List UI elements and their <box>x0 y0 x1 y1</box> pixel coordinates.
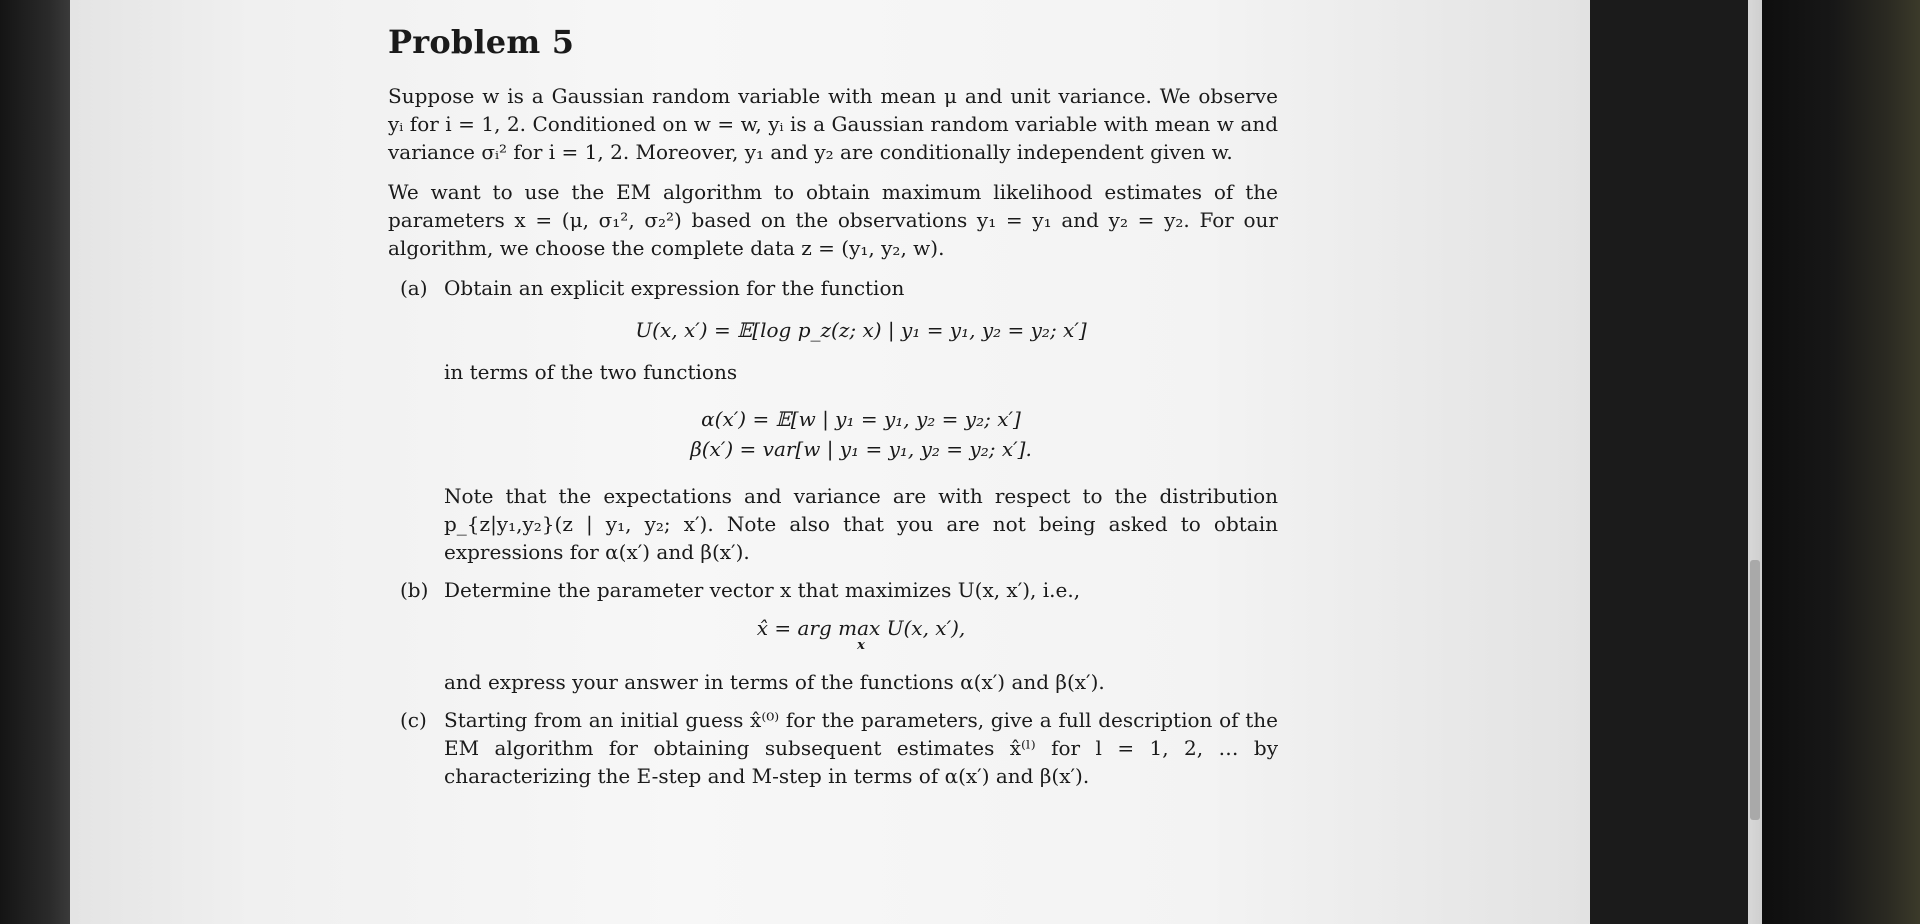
part-c-label: (c) <box>400 708 427 732</box>
monitor-bezel-left <box>0 0 70 924</box>
part-b-equation <box>444 618 1278 654</box>
problem-document <box>388 20 1278 800</box>
problem-intro-paragraph: Suppose w is a Gaussian random variable with mean μ and unit variance. We observe yᵢ for i = 1, 2. Conditioned on w = w, yᵢ is a Gaussian random variable with mean w and variance σᵢ² for i = 1, 2. Moreover, y₁ and y₂ are conditionally independent given w. <box>388 84 1278 164</box>
alpha-definition: α(x′) = 𝔼[w | y₁ = y₁, y₂ = y₂; x′] <box>701 407 1021 431</box>
scrollbar-thumb[interactable] <box>1750 560 1760 820</box>
part-b-body <box>444 576 1278 696</box>
problem-setup-paragraph: We want to use the EM algorithm to obtain maximum likelihood estimates of the parameters x = (μ, σ₁², σ₂²) based on the observations y₁ = y₁ and y₂ = y₂. For our algorithm, we choose the complete data z = (y₁, y₂, w). <box>388 180 1278 260</box>
problem-title: Problem 5 <box>388 23 575 61</box>
part-a-equation: U(x, x′) = 𝔼[log p_z(z; x) | y₁ = y₁, y₂ = y₂; x′] <box>635 318 1087 342</box>
part-a-note: Note that the expectations and variance are with respect to the distribution p_{z|y₁,y₂}(z | y₁, y₂; x′). Note also that you are not being asked to obtain expressions for α(x′) and β(x′). <box>444 484 1278 564</box>
part-b-prompt: Determine the parameter vector x that maximizes U(x, x′), i.e., <box>444 578 1081 602</box>
argmax-subscript: x <box>857 638 865 653</box>
part-a-followup: in terms of the two functions <box>444 360 738 384</box>
part-b-label: (b) <box>400 578 429 602</box>
part-a <box>400 274 1278 566</box>
argmax-expression: x̂ = arg max U(x, x′), <box>756 616 966 640</box>
part-a-body <box>444 274 1278 566</box>
part-b-followup: and express your answer in terms of the functions α(x′) and β(x′). <box>444 670 1105 694</box>
part-c <box>400 706 1278 790</box>
part-a-prompt: Obtain an explicit expression for the function <box>444 276 905 300</box>
part-c-body: Starting from an initial guess x̂⁽⁰⁾ for the parameters, give a full description of the EM algorithm for obtaining subsequent estimates x̂⁽ˡ⁾ for l = 1, 2, … by characterizing the E-step and M-step in terms of α(x′) and β(x′). <box>444 708 1278 788</box>
part-b <box>400 576 1278 696</box>
monitor-bezel-right <box>1762 0 1920 924</box>
part-a-label: (a) <box>400 276 428 300</box>
beta-definition: β(x′) = var[w | y₁ = y₁, y₂ = y₂; x′]. <box>690 437 1032 461</box>
part-a-function-definitions <box>444 404 1278 464</box>
